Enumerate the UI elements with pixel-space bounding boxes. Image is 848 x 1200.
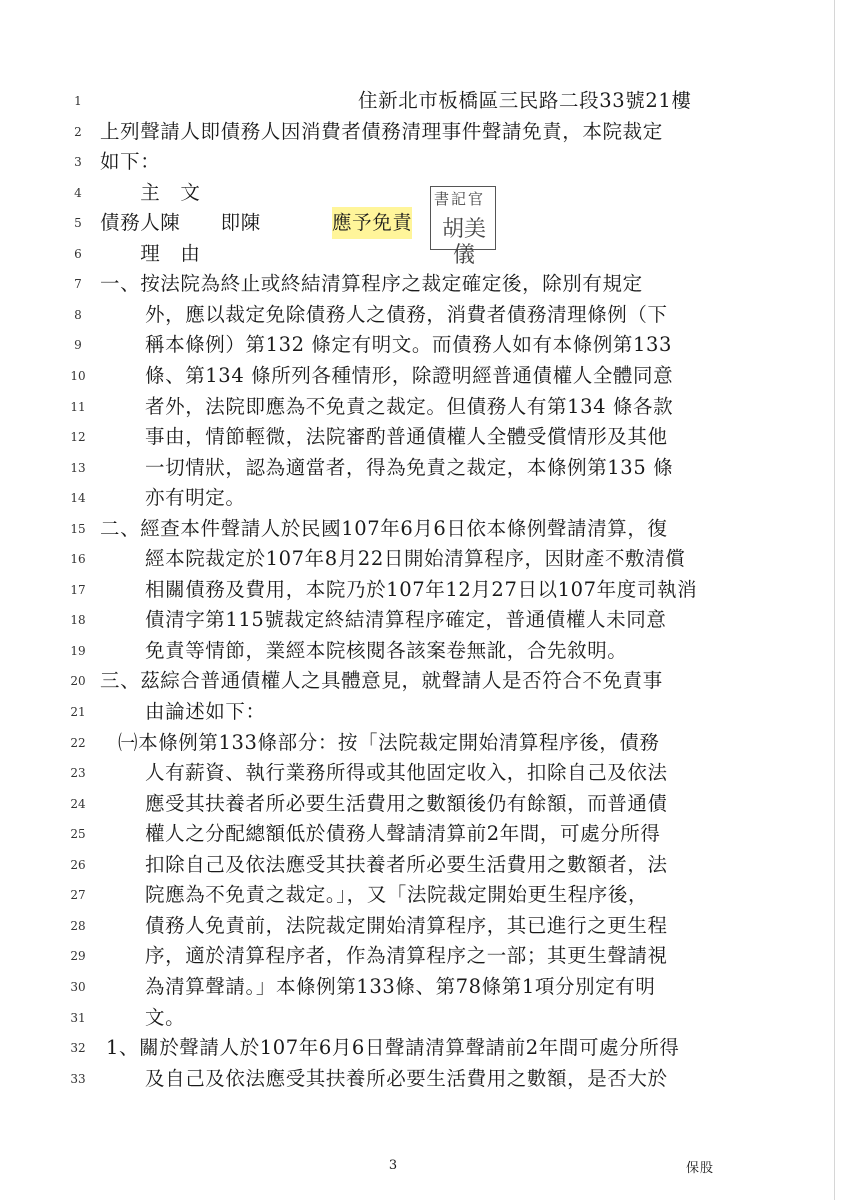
line-number: 32 [70, 1041, 86, 1056]
line-text: 經本院裁定於107年8月22日開始清算程序，因財產不敷清償 [145, 547, 686, 571]
line-text: 一切情狀，認為適當者，得為免責之裁定，本條例第135 條 [145, 455, 674, 479]
line-text: 債清字第115號裁定終結清算程序確定，普通債權人未同意 [145, 608, 667, 632]
line-number: 33 [70, 1071, 86, 1086]
page-number: 3 [388, 1158, 398, 1173]
line-number: 5 [74, 216, 82, 231]
line-number: 26 [70, 857, 86, 872]
line-text: 債務人免責前，法院裁定開始清算程序，其已進行之更生程 [145, 913, 668, 937]
line-number: 8 [74, 307, 82, 322]
line-number: 31 [70, 1010, 86, 1025]
line-text: 一、按法院為終止或終結清算程序之裁定確定後，除別有規定 [100, 272, 643, 296]
line-number: 19 [70, 643, 86, 658]
line-text: 免責等情節，業經本院核閱各該案卷無訛，合先敘明。 [145, 638, 628, 662]
line-number: 6 [74, 246, 82, 261]
line-text: 序，適於清算程序者，作為清算程序之一部；其更生聲請視 [145, 944, 668, 968]
line-text: 債務人陳 即陳 [100, 211, 302, 235]
seal-name: 胡美儀 [441, 217, 486, 268]
debtor-address: 住新北市板橋區三民路二段33號21樓 [358, 89, 692, 112]
line-number: 9 [74, 338, 82, 353]
line-number: 15 [70, 521, 86, 536]
line-number: 25 [70, 827, 86, 842]
line-number: 29 [70, 949, 86, 964]
line-number: 23 [70, 766, 86, 781]
line-text: 為清算聲請。」本條例第133條、第78條第1項分別定有明 [145, 974, 656, 998]
seal-title: 書記官 [434, 190, 486, 208]
line-number: 17 [70, 582, 86, 597]
line-text: 如下： [100, 150, 161, 174]
line-text: 主 文 [100, 180, 201, 204]
line-text: 者外，法院即應為不免責之裁定。但債務人有第134 條各款 [145, 394, 674, 418]
line-text: 理 由 [100, 241, 201, 265]
line-text: 應受其扶養者所必要生活費用之數額後仍有餘額，而普通債 [145, 791, 668, 815]
line-text: 院應為不免責之裁定。」，又「法院裁定開始更生程序後， [145, 883, 649, 907]
line-number: 20 [70, 674, 86, 689]
line-text: 三、茲綜合普通債權人之具體意見，就聲請人是否符合不免責事 [100, 669, 663, 693]
line-number: 11 [70, 399, 86, 414]
line-text: 相關債務及費用，本院乃於107年12月27日以107年度司執消 [145, 577, 698, 601]
line-number: 24 [70, 796, 86, 811]
line-number: 30 [70, 979, 86, 994]
document-line [0, 1063, 848, 1099]
line-number: 18 [70, 613, 86, 628]
line-text: 權人之分配總額低於債務人聲請清算前2年間，可處分所得 [145, 822, 661, 846]
line-number: 13 [70, 460, 86, 475]
line-number: 3 [74, 155, 82, 170]
clerk-seal-stamp [430, 186, 496, 268]
division-label: 保股 [686, 1161, 715, 1176]
line-number: 22 [70, 735, 86, 750]
line-number: 10 [70, 368, 86, 383]
line-number: 2 [74, 124, 82, 139]
line-text: 1、關於聲請人於107年6月6日聲請清算聲請前2年間可處分所得 [106, 1036, 680, 1060]
ruling-highlight: 應予免責 [332, 207, 412, 239]
line-number: 4 [74, 185, 82, 200]
line-text: ㈠本條例第133條部分：按「法院裁定開始清算程序後，債務 [118, 730, 660, 754]
line-number: 28 [70, 918, 86, 933]
line-number: 27 [70, 888, 86, 903]
line-text: 扣除自己及依法應受其扶養者所必要生活費用之數額者，法 [145, 852, 668, 876]
line-text: 稱本條例）第132 條定有明文。而債務人如有本條例第133 [145, 333, 673, 357]
line-text: 及自己及依法應受其扶養所必要生活費用之數額，是否大於 [145, 1066, 668, 1090]
line-text: 人有薪資、執行業務所得或其他固定收入，扣除自己及依法 [145, 761, 668, 785]
line-number: 7 [74, 277, 82, 292]
line-text: 條、第134 條所列各種情形，除證明經普通債權人全體同意 [145, 363, 674, 387]
line-text: 文。 [145, 1005, 186, 1029]
line-text: 由論述如下： [145, 700, 266, 723]
line-number: 14 [70, 491, 86, 506]
line-number: 12 [70, 430, 86, 445]
line-text: 事由，情節輕微，法院審酌普通債權人全體受償情形及其他 [145, 425, 668, 449]
line-text: 二、經查本件聲請人於民國107年6月6日依本條例聲請清算，復 [100, 516, 668, 540]
line-text: 上列聲請人即債務人因消費者債務清理事件聲請免責，本院裁定 [100, 119, 663, 143]
line-text: 亦有明定。 [145, 486, 246, 510]
line-number: 21 [70, 705, 86, 719]
line-number: 16 [70, 552, 86, 567]
line-number: 1 [74, 94, 82, 108]
line-text: 外，應以裁定免除債務人之債務，消費者債務清理條例（下 [145, 302, 668, 326]
